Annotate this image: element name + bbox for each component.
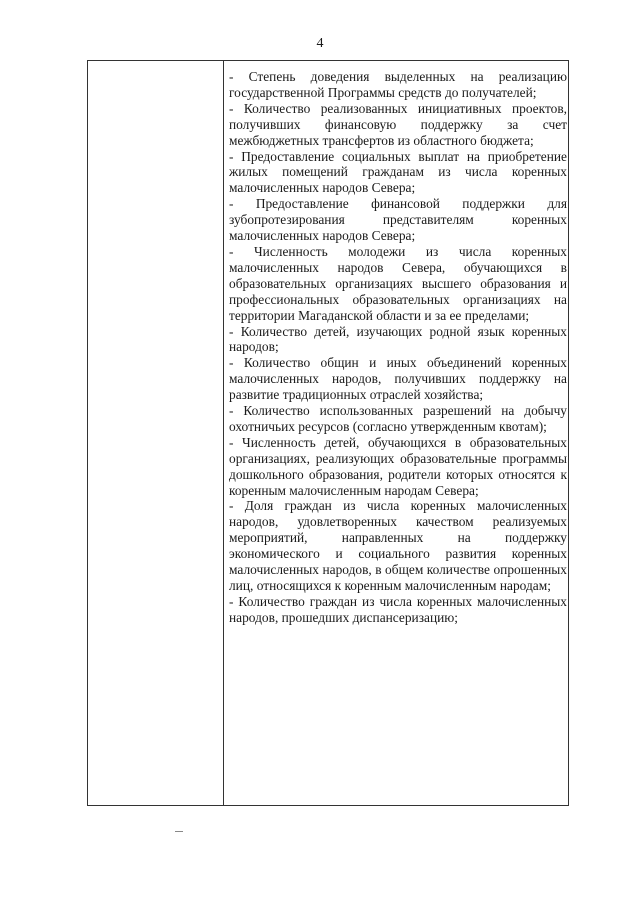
list-item: - Предоставление социальных выплат на приобретение жилых помещений гражданам из числа коренных малочисленных народов Севера; — [229, 148, 567, 196]
footer-mark — [175, 831, 183, 832]
table-right-cell — [225, 69, 567, 626]
list-item: - Количество детей, изучающих родной язык коренных народов; — [229, 323, 567, 355]
indicators-table — [87, 60, 569, 806]
list-item: - Степень доведения выделенных на реализацию государственной Программы средств до получателей; — [229, 69, 567, 100]
list-item: - Предоставление финансовой поддержки для зубопротезирования представителям коренных малочисленных народов Севера; — [229, 196, 567, 244]
list-item: - Количество общин и иных объединений коренных малочисленных народов, получивших поддержку на развитие традиционных отраслей хозяйства; — [229, 355, 567, 403]
list-item: - Численность молодежи из числа коренных малочисленных народов Севера, обучающихся в образовательных организациях высшего образования и профессиональных образовательных организациях на территории Магаданской области и за ее пределами; — [229, 243, 567, 323]
page-number: 4 — [316, 36, 324, 51]
table-left-cell — [88, 61, 224, 805]
list-item: - Количество использованных разрешений на добычу охотничьих ресурсов (согласно утвержденным квотам); — [229, 403, 567, 434]
list-item: - Количество реализованных инициативных проектов, получивших финансовую поддержку за счет межбюджетных трансфертов из областного бюджета; — [229, 100, 567, 148]
list-item: - Доля граждан из числа коренных малочисленных народов, удовлетворенных качеством реализуемых мероприятий, направленных на поддержку экономического и социального развития коренных малочисленных народов, в общем количестве опрошенных лиц, относящихся к коренным малочисленным народам; — [229, 498, 567, 593]
list-item: - Численность детей, обучающихся в образовательных организациях, реализующих образовательные программы дошкольного образования, родители которых относятся к коренным малочисленным народам Севера; — [229, 434, 567, 498]
list-item: - Количество граждан из числа коренных малочисленных народов, прошедших диспансеризацию; — [229, 593, 567, 625]
